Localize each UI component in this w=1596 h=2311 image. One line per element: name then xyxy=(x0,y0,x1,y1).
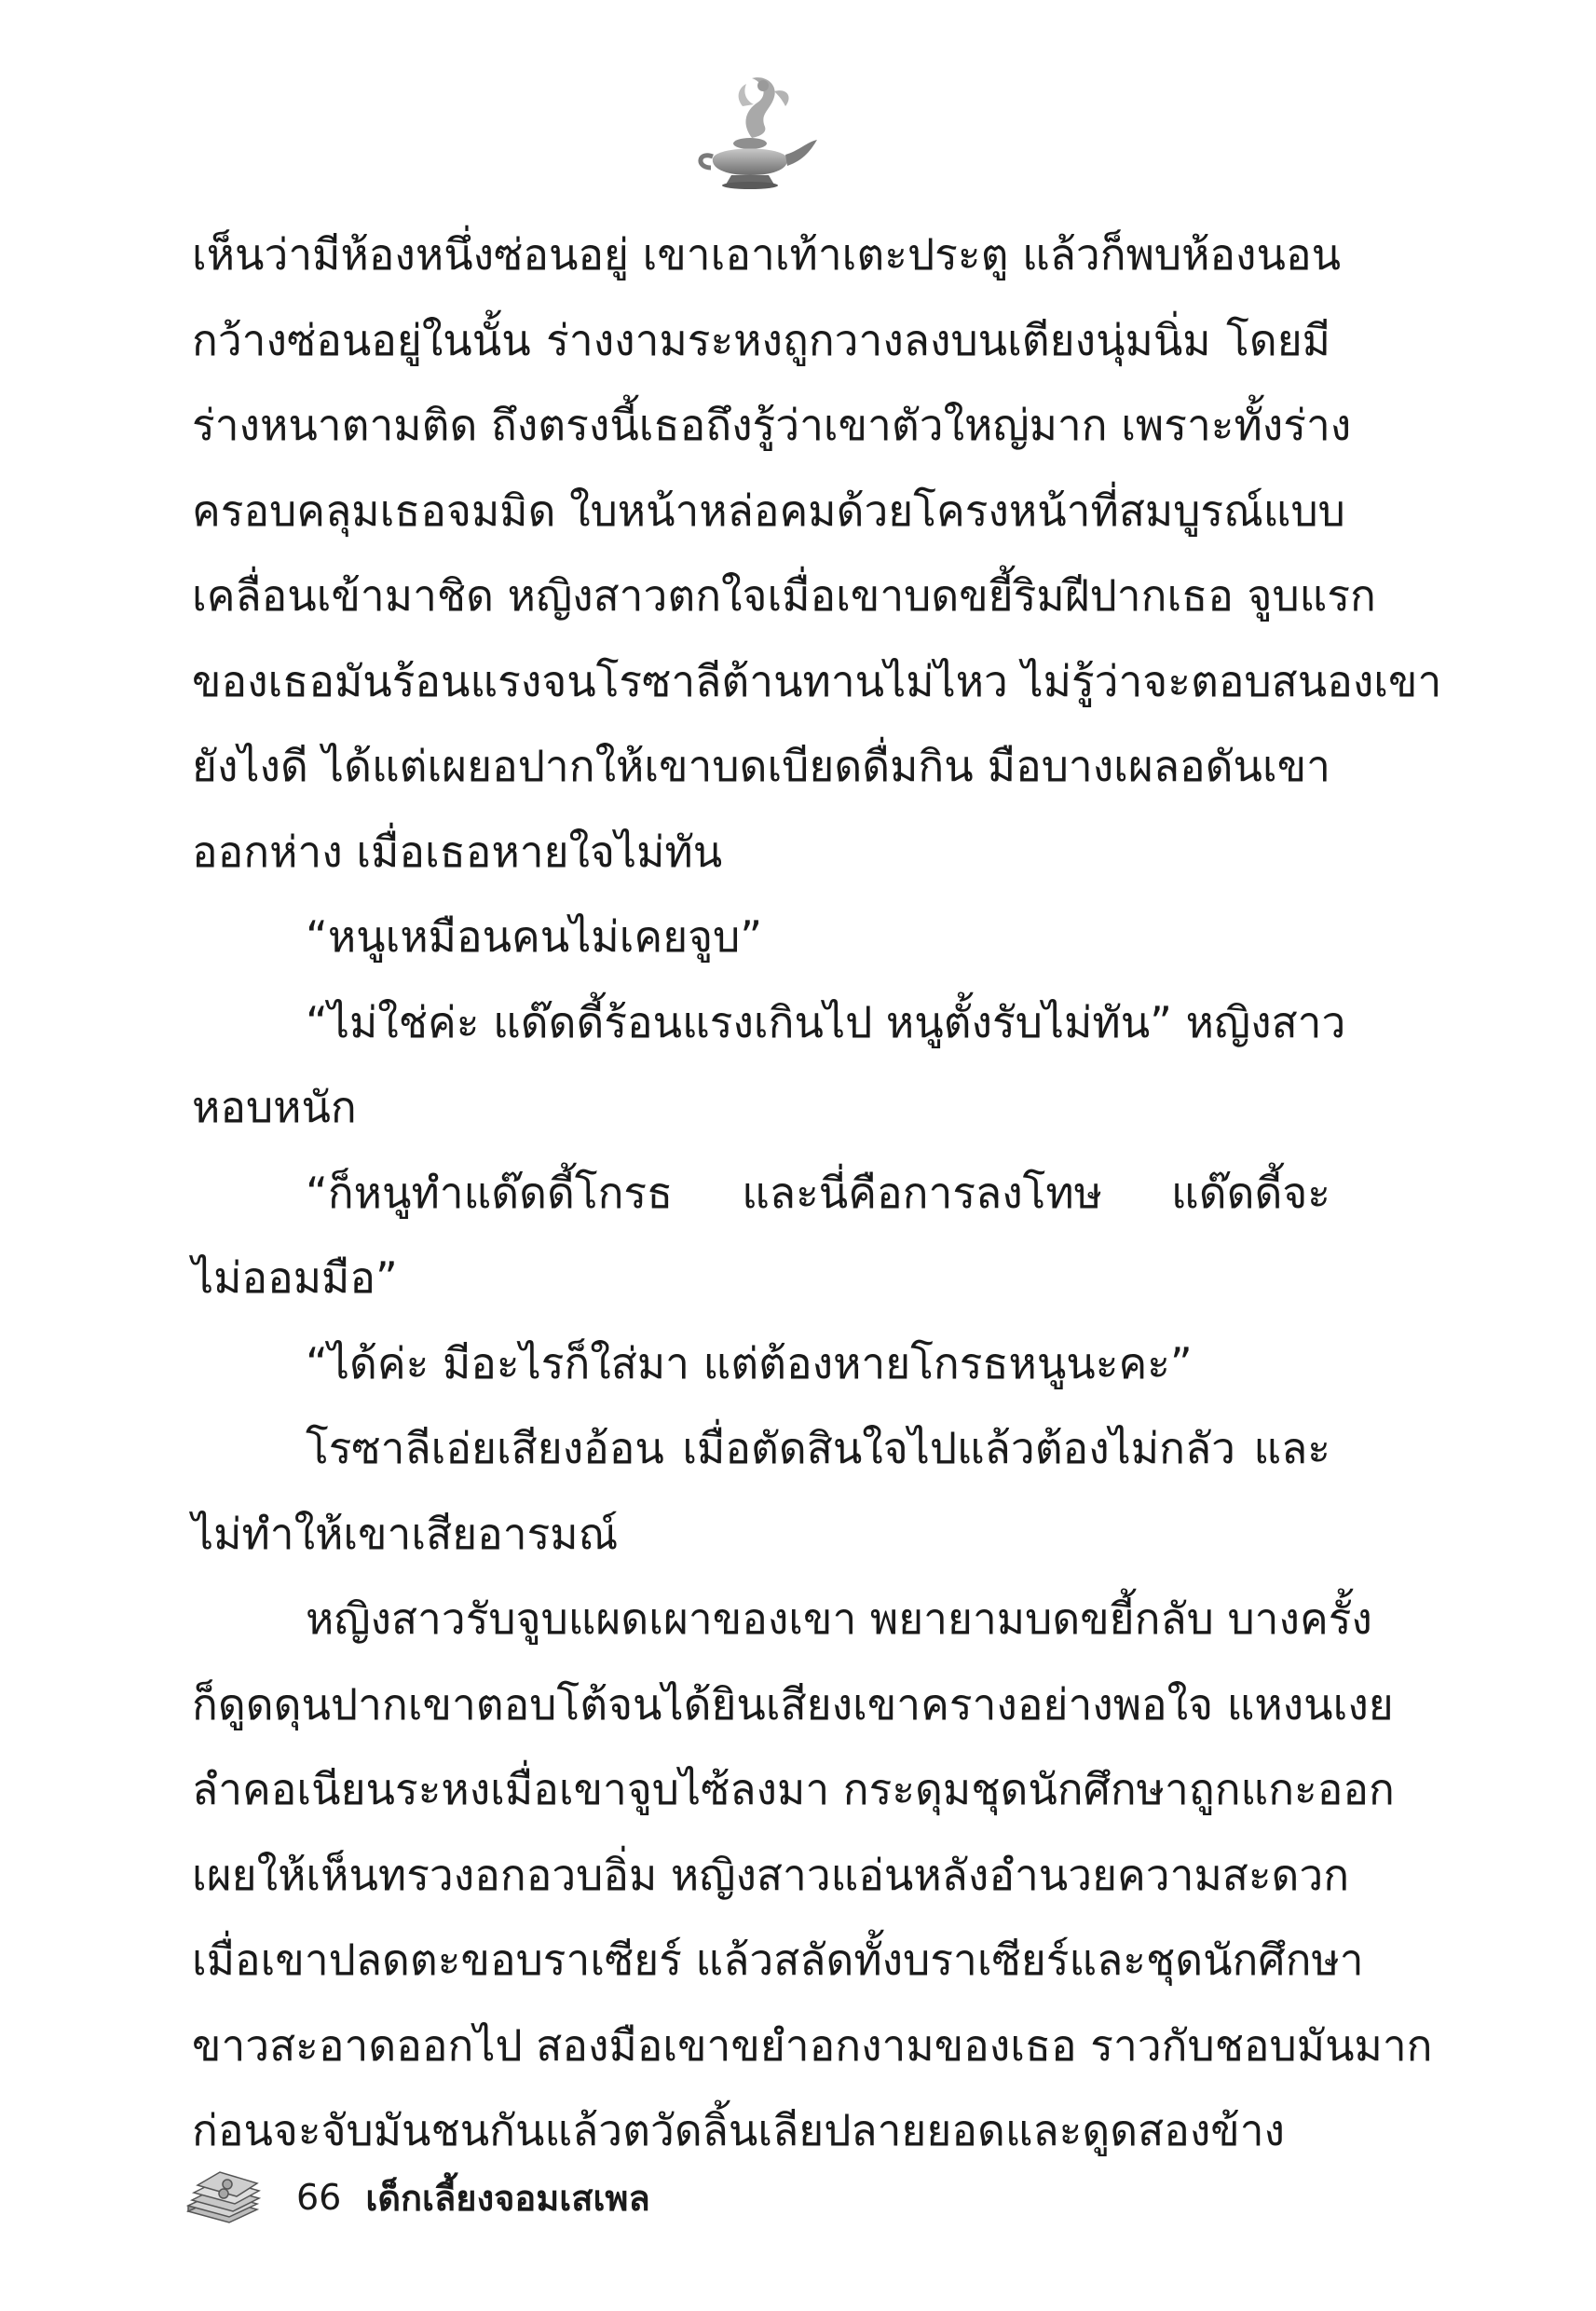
text-line: เมื่อเขาปลดตะขอบราเซียร์ แล้วสลัดทั้งบราเซียร์และชุดนักศึกษา xyxy=(192,1935,1364,1985)
text-line: กว้างซ่อนอยู่ในนั้น ร่างงามระหงถูกวางลงบนเตียงนุ่มนิ่ม โดยมี xyxy=(192,314,1330,365)
text-line: โรซาลีเอ่ยเสียงอ้อน เมื่อตัดสินใจไปแล้วต้องไม่กลัว และ xyxy=(306,1423,1330,1473)
text-line: หอบหนัก xyxy=(192,1082,357,1132)
text-line: หญิงสาวรับจูบแผดเผาของเขา พยายามบดขยี้กลับ บางครั้ง xyxy=(306,1593,1372,1644)
text-line: ยังไงดี ได้แต่เผยอปากให้เขาบดเบียดดื่มกิน มือบางเผลอดันเขา xyxy=(192,741,1330,791)
text-line: “ไม่ใช่ค่ะ แด๊ดดี้ร้อนแรงเกินไป หนูตั้งรับไม่ทัน” หญิงสาว xyxy=(306,996,1346,1047)
text-line: ครอบคลุมเธอจมมิด ใบหน้าหล่อคมด้วยโครงหน้าที่สมบูรณ์แบบ xyxy=(192,485,1345,536)
text-line: เคลื่อนเข้ามาชิด หญิงสาวตกใจเมื่อเขาบดขยี้ริมฝีปากเธอ จูบแรก xyxy=(192,570,1376,621)
text-line: ลำคอเนียนระหงเมื่อเขาจูบไซ้ลงมา กระดุมชุดนักศึกษาถูกแกะออก xyxy=(192,1764,1395,1814)
body-text xyxy=(192,212,1442,2174)
genie-lamp-icon xyxy=(685,65,825,196)
text-line: ก็ดูดดุนปากเขาตอบโต้จนได้ยินเสียงเขาครางอย่างพอใจ แหงนเงย xyxy=(192,1678,1394,1730)
text-line: ออกห่าง เมื่อเธอหายใจไม่ทัน xyxy=(192,826,723,877)
book-title: เด็กเลี้ยงจอมเสเพล xyxy=(365,2177,650,2219)
text-line: เห็นว่ามีห้องหนึ่งซ่อนอยู่ เขาเอาเท้าเตะประตู แล้วก็พบห้องนอน xyxy=(192,229,1342,280)
text-line: ไม่ทำให้เขาเสียอารมณ์ xyxy=(192,1508,619,1559)
text-line: “ได้ค่ะ มีอะไรก็ใส่มา แต่ต้องหายโกรธหนูนะคะ” xyxy=(306,1337,1193,1388)
text-line: ขาวสะอาดออกไป สองมือเขาขยำอกงามของเธอ ราวกับชอบมันมาก xyxy=(192,2019,1433,2071)
page-footer xyxy=(183,2160,650,2235)
text-line: ร่างหนาตามติด ถึงตรงนี้เธอถึงรู้ว่าเขาตัวใหญ่มาก เพราะทั้งร่าง xyxy=(192,400,1352,450)
money-stack-icon xyxy=(183,2168,261,2226)
text-line: “ก็หนูทำแด๊ดดี้โกรธ และนี่คือการลงโทษ แด๊ดดี้จะ xyxy=(306,1167,1330,1218)
text-line: เผยให้เห็นทรวงอกอวบอิ่ม หญิงสาวแอ่นหลังอำนวยความสะดวก xyxy=(192,1849,1350,1900)
text-line: “หนูเหมือนคนไม่เคยจูบ” xyxy=(306,911,763,962)
text-line: ไม่ออมมือ” xyxy=(192,1252,398,1303)
text-line: ของเธอมันร้อนแรงจนโรซาลีต้านทานไม่ไหว ไม่รู้ว่าจะตอบสนองเขา xyxy=(192,655,1442,706)
text-line: ก่อนจะจับมันชนกันแล้วตวัดลิ้นเลียปลายยอดและดูดสองข้าง xyxy=(192,2105,1286,2155)
page-number: 66 xyxy=(296,2177,342,2218)
